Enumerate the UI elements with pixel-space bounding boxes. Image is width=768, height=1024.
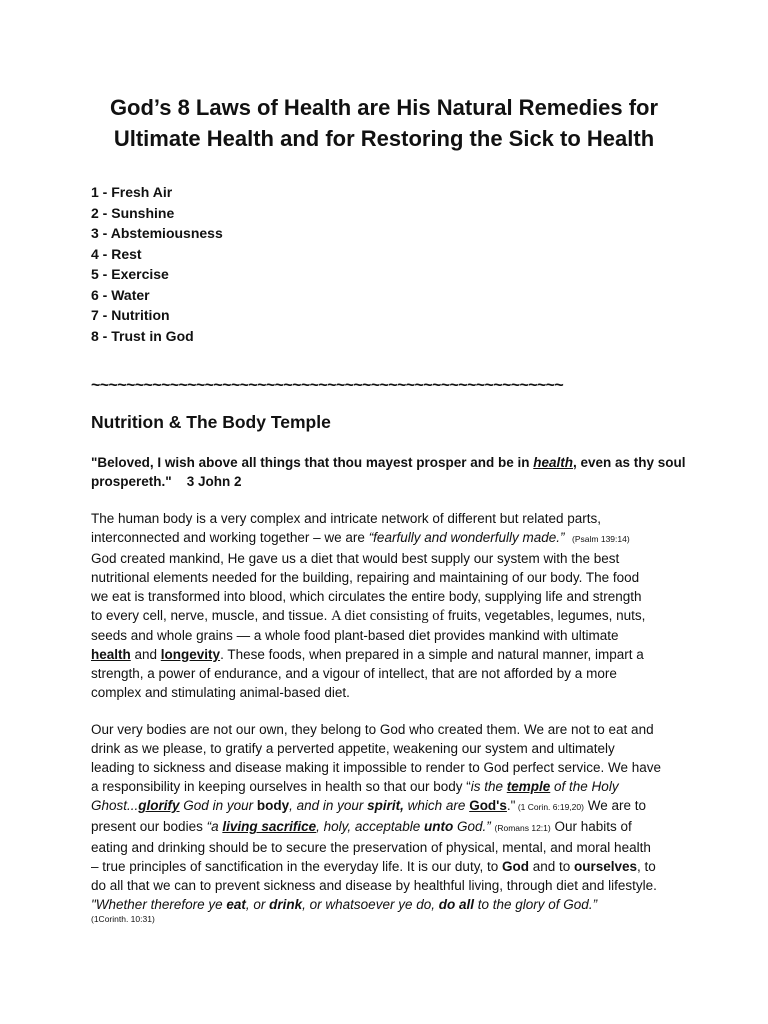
- text-span: . These foods, when prepared in a simple and natural manner, impart a: [220, 647, 644, 662]
- list-item: 7 - Nutrition: [91, 307, 170, 323]
- drink-term: drink: [269, 897, 303, 912]
- list-item: 8 - Trust in God: [91, 327, 194, 344]
- tilde-divider: ~~~~~~~~~~~~~~~~~~~~~~~~~~~~~~~~~~~~~~~~~~~~~~~~~~~~~~: [91, 377, 564, 394]
- italic-span: God.”: [453, 819, 491, 834]
- text-span: and to: [528, 859, 574, 874]
- text-span: We are to: [583, 798, 646, 813]
- text-span: fruits, vegetables, legumes, nuts,: [444, 608, 646, 623]
- italic-span: , and in your: [289, 798, 368, 813]
- temple-term: temple: [506, 779, 551, 794]
- glorify-term: glorify: [138, 798, 180, 813]
- text-line: The human body is a very complex and intricate network of different but related parts,: [91, 511, 602, 526]
- list-item: 1 - Fresh Air: [91, 184, 173, 200]
- longevity-term: longevity: [160, 647, 221, 662]
- text-span: interconnected and working together – we are: [91, 530, 369, 545]
- italic-span: , or whatsoever ye do,: [302, 897, 439, 912]
- text-span: – true principles of sanctification in the everyday life. It is our duty, to: [91, 859, 502, 874]
- italic-span: "Whether therefore ye: [91, 897, 227, 912]
- text-line: seeds and whole grains — a whole food plant-based diet provides mankind with ultimate: [91, 628, 619, 643]
- text-line: eating and drinking should be to secure the preservation of physical, mental, and moral health: [91, 840, 651, 855]
- italic-span: which are: [403, 798, 470, 813]
- page-title: [60, 92, 708, 154]
- text-line: complex and stimulating animal-based diet.: [91, 685, 350, 700]
- text-line: strength, a power of endurance, and a vigour of intellect, that are not afforded by a more: [91, 666, 617, 681]
- text-span: to every cell, nerve, muscle, and tissue.: [91, 608, 332, 623]
- eat-term: eat: [226, 897, 246, 912]
- text-span: , to: [637, 859, 656, 874]
- spirit-term: spirit,: [367, 798, 404, 813]
- quote-text: , even as thy soul: [573, 455, 686, 470]
- reference: (1 Corin. 6:19,20): [515, 802, 584, 812]
- italic-span: “a: [206, 819, 223, 834]
- text-line: nutritional elements needed for the building, repairing and maintaining of our body. The food: [91, 570, 640, 585]
- text-line: drink as we please, to gratify a perverted appetite, weakening our system and ultimately: [91, 741, 615, 756]
- title-line-2: Ultimate Health and for Restoring the Sick to Health: [113, 126, 655, 151]
- italic-span: Ghost...: [91, 798, 139, 813]
- gods-term: God's: [469, 798, 507, 813]
- ourselves-term: ourselves: [574, 859, 638, 874]
- text-span: present our bodies: [91, 819, 207, 834]
- title-line-1: God’s 8 Laws of Health are His Natural Remedies for: [109, 95, 659, 120]
- list-item: 3 - Abstemiousness: [91, 225, 223, 241]
- quote-text: prospereth.": [91, 474, 172, 489]
- list-item: 2 - Sunshine: [91, 204, 175, 221]
- reference: (Psalm 139:14): [572, 534, 630, 544]
- text-line: leading to sickness and disease making it impossible to render to God perfect service. We have: [91, 760, 662, 775]
- text-line: Our very bodies are not our own, they belong to God who created them. We are not to eat and: [91, 722, 654, 737]
- quote-reference: 3 John 2: [186, 474, 242, 489]
- body-term: body: [256, 798, 290, 813]
- italic-span: of the Holy: [550, 779, 619, 794]
- list-item: 6 - Water: [91, 286, 150, 303]
- text-line: do all that we can to prevent sickness and disease by healthful living, through diet and lifestyle.: [91, 878, 657, 893]
- list-item: 5 - Exercise: [91, 266, 169, 282]
- quote-health-link: health: [533, 455, 573, 470]
- italic-span: God in your: [179, 798, 257, 813]
- text-line: we eat is transformed into blood, which circulates the entire body, supplying life and strength: [91, 589, 642, 604]
- italic-span: to the glory of God.”: [474, 897, 598, 912]
- italic-span: , or: [245, 897, 270, 912]
- text-span: a responsibility in keeping ourselves in health so that our body “: [91, 779, 471, 794]
- italic-span: is the: [470, 779, 507, 794]
- text-line: God created mankind, He gave us a diet that would best supply our system with the best: [91, 551, 620, 566]
- citation-corinthians: (1Corinth. 10:31): [91, 914, 155, 924]
- unto-term: unto: [423, 819, 454, 834]
- italic-span: , holy, acceptable: [316, 819, 424, 834]
- do-all-term: do all: [438, 897, 474, 912]
- paragraph-body-complex: [91, 509, 691, 702]
- section-heading: Nutrition & The Body Temple: [91, 412, 331, 432]
- quote-text: "Beloved, I wish above all things that thou mayest prosper and be in: [91, 455, 534, 470]
- text-span: and: [130, 647, 161, 662]
- reference: (Romans 12:1): [494, 823, 551, 833]
- scripture-quote: [91, 453, 691, 491]
- living-sacrifice-term: living sacrifice: [222, 819, 317, 834]
- god-term: God: [501, 859, 529, 874]
- paragraph-bodies-not-own: [91, 720, 691, 914]
- text-span: .": [506, 798, 516, 813]
- serif-text-span: A diet consisting of: [331, 608, 445, 624]
- health-term: health: [91, 647, 131, 662]
- italic-quote: “fearfully and wonderfully made.”: [368, 530, 565, 545]
- laws-list: [91, 182, 223, 346]
- text-span: Our habits of: [550, 819, 632, 834]
- list-item: 4 - Rest: [91, 245, 142, 262]
